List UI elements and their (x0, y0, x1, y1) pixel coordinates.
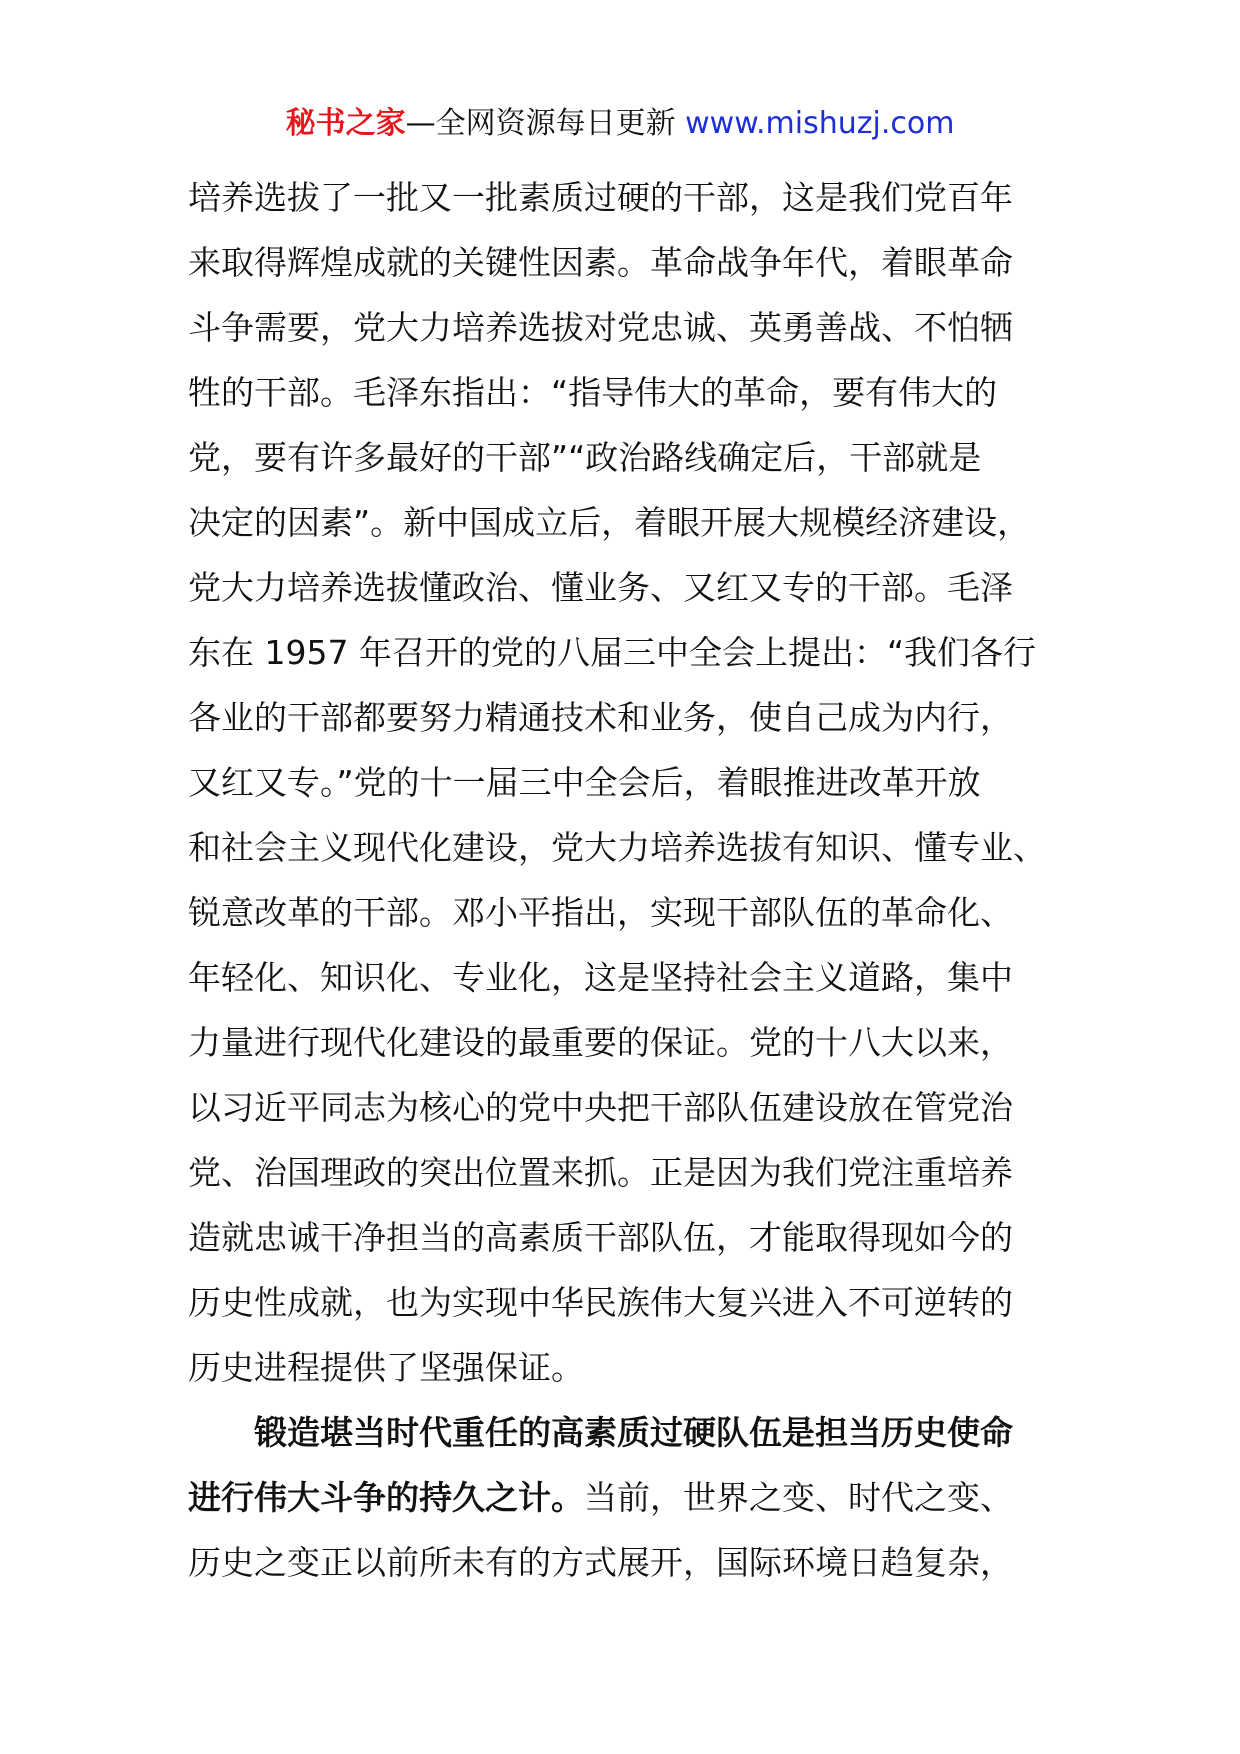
paragraph-line: 年轻化、知识化、专业化，这是坚持社会主义道路，集中 (188, 958, 1013, 997)
paragraph-line: 锐意改革的干部。邓小平指出，实现干部队伍的革命化、 (188, 893, 1013, 932)
paragraph-line: 和社会主义现代化建设，党大力培养选拔有知识、懂专业、 (188, 828, 1046, 867)
paragraph-line (188, 1465, 1054, 1530)
paragraph-line: 造就忠诚干净担当的高素质干部队伍，才能取得现如今的 (188, 1218, 1013, 1257)
paragraph-line: 力量进行现代化建设的最重要的保证。党的十八大以来， (188, 1023, 1013, 1062)
paragraph-line: 斗争需要，党大力培养选拔对党忠诚、英勇善战、不怕牺 (188, 308, 1013, 347)
paragraph-line: 党大力培养选拔懂政治、懂业务、又红又专的干部。毛泽 (188, 568, 1013, 607)
paragraph-line: 历史性成就，也为实现中华民族伟大复兴进入不可逆转的 (188, 1283, 1013, 1322)
paragraph-line: 以习近平同志为核心的党中央把干部队伍建设放在管党治 (188, 1088, 1013, 1127)
paragraph-line: 决定的因素”。新中国成立后，着眼开展大规模经济建设， (188, 503, 1031, 542)
site-url[interactable]: www.mishuzj.com (685, 106, 955, 141)
brand-name: 秘书之家 (285, 106, 406, 141)
paragraph-line: 又红又专。”党的十一届三中全会后，着眼推进改革开放 (188, 763, 981, 802)
paragraph-line: 培养选拔了一批又一批素质过硬的干部，这是我们党百年 (188, 178, 1013, 217)
paragraph-line: 牲的干部。毛泽东指出：“指导伟大的革命，要有伟大的 (188, 373, 998, 412)
watermark-header (0, 104, 1240, 144)
paragraph-line: 东在 1957 年召开的党的八届三中全会上提出：“我们各行 (188, 633, 1037, 672)
paragraph-line: 党，要有许多最好的干部”“政治路线确定后，干部就是 (188, 438, 982, 477)
bold-heading-tail: 进行伟大斗争的持久之计。 (188, 1478, 584, 1517)
paragraph-line: 来取得辉煌成就的关键性因素。革命战争年代，着眼革命 (188, 243, 1013, 282)
paragraph-line: 历史之变正以前所未有的方式展开，国际环境日趋复杂， (188, 1543, 1013, 1582)
paragraph-line: 历史进程提供了坚强保证。 (188, 1348, 584, 1387)
bold-heading-line: 锻造堪当时代重任的高素质过硬队伍是担当历史使命 (254, 1413, 1013, 1452)
paragraph-text: 当前，世界之变、时代之变、 (584, 1478, 1013, 1517)
paragraph-line: 各业的干部都要努力精通技术和业务，使自己成为内行， (188, 698, 1013, 737)
paragraph-line: 党、治国理政的突出位置来抓。正是因为我们党注重培养 (188, 1153, 1013, 1192)
header-tagline: —全网资源每日更新 (405, 106, 686, 141)
document-body (188, 165, 1054, 1595)
